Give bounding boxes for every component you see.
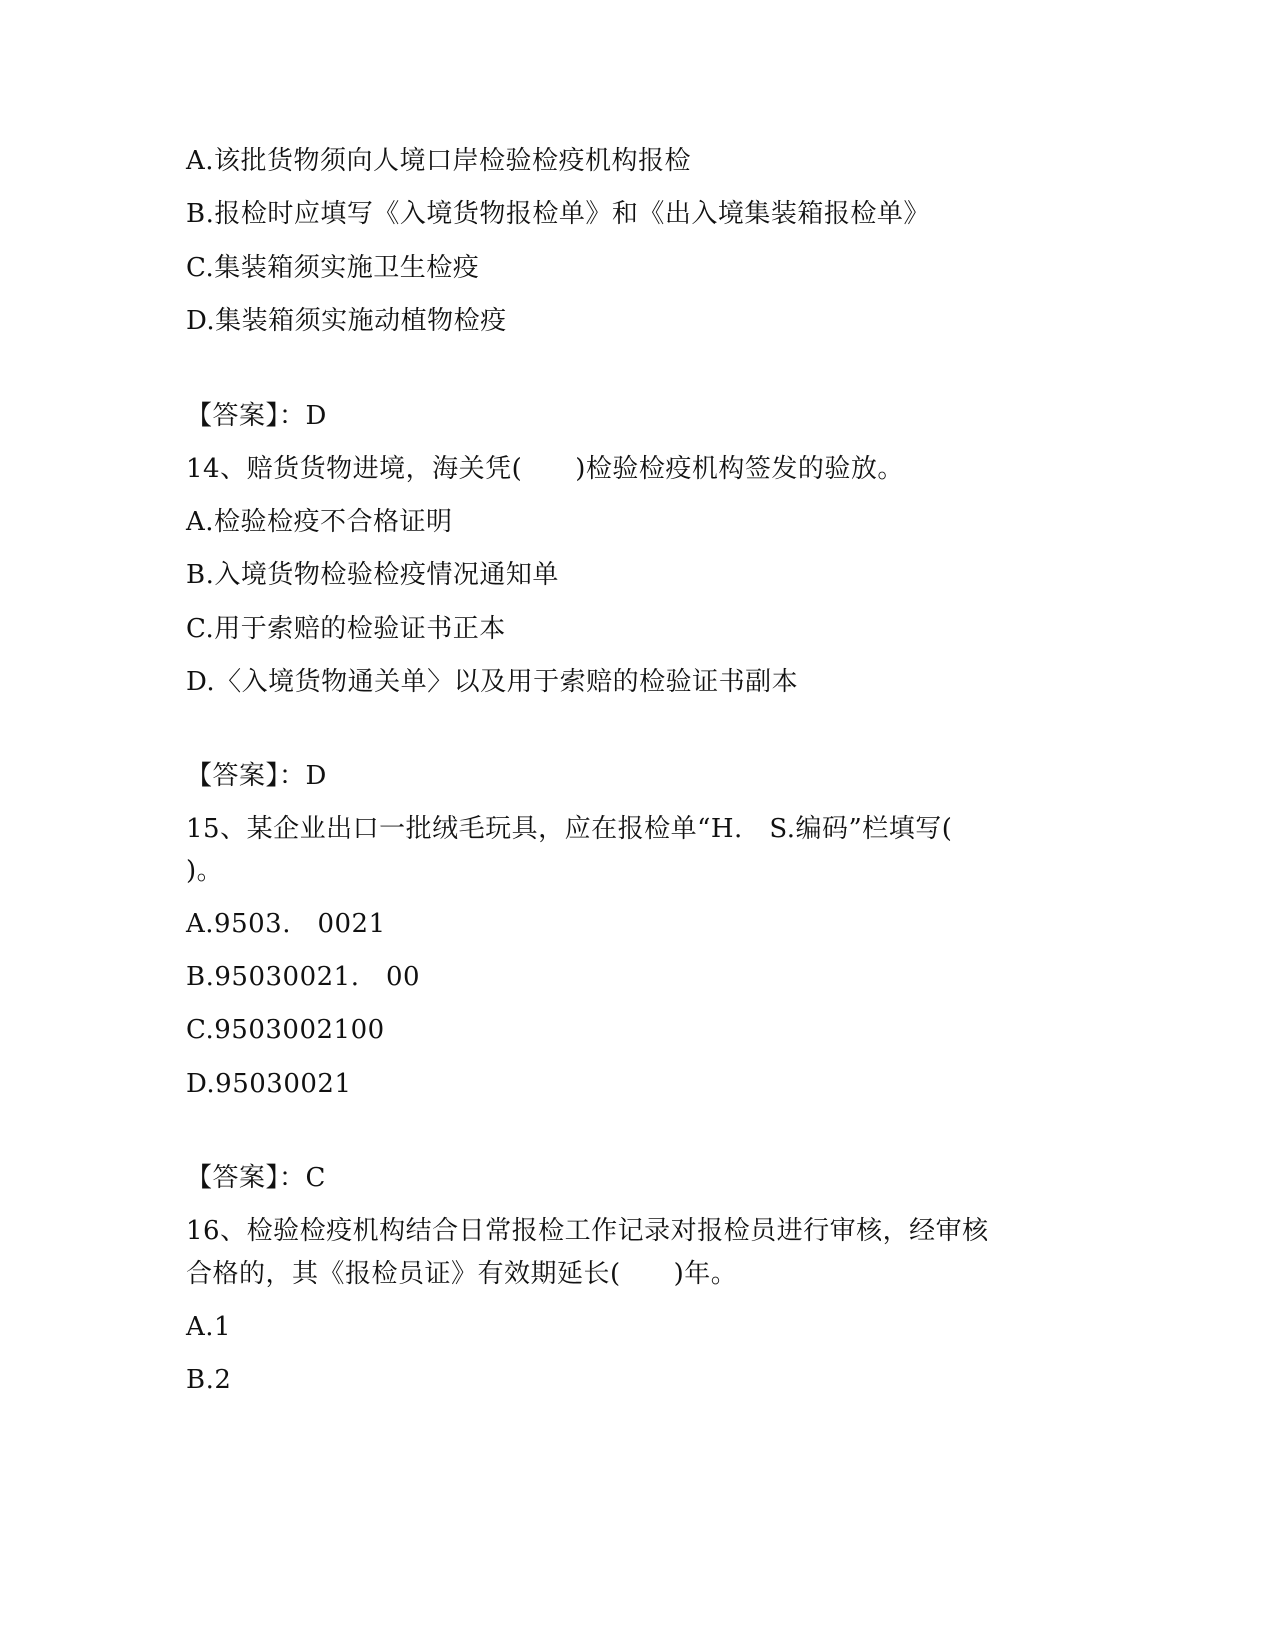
q15-option-d: D.95030021 bbox=[186, 1069, 352, 1099]
q16-stem-line2: 合格的，其《报检员证》有效期延长( )年。 bbox=[186, 1259, 738, 1289]
q15-answer: 【答案】：C bbox=[186, 1163, 326, 1193]
q14-option-b: B.入境货物检验检疫情况通知单 bbox=[186, 560, 559, 590]
q13-answer: 【答案】：D bbox=[186, 401, 327, 431]
q15-option-c: C.9503002100 bbox=[186, 1015, 385, 1045]
q13-option-a: A.该批货物须向人境口岸检验检疫机构报检 bbox=[186, 146, 692, 176]
q15-stem-line2: )。 bbox=[186, 856, 224, 886]
q13-option-d: D.集装箱须实施动植物检疫 bbox=[186, 306, 507, 336]
q14-answer: 【答案】：D bbox=[186, 761, 327, 791]
q15-stem-line1: 15、某企业出口一批绒毛玩具，应在报检单“H. S.编码”栏填写( bbox=[186, 814, 953, 844]
q16-stem-line1: 16、检验检疫机构结合日常报检工作记录对报检员进行审核，经审核 bbox=[186, 1216, 989, 1246]
q13-option-c: C.集装箱须实施卫生检疫 bbox=[186, 253, 480, 283]
q14-stem: 14、赔货货物进境，海关凭( )检验检疫机构签发的验放。 bbox=[186, 454, 904, 484]
q13-option-b: B.报检时应填写《入境货物报检单》和《出入境集装箱报检单》 bbox=[186, 199, 930, 229]
q16-option-b: B.2 bbox=[186, 1365, 232, 1395]
q15-option-a: A.9503. 0021 bbox=[186, 909, 386, 939]
q14-option-d: D.〈入境货物通关单〉以及用于索赔的检验证书副本 bbox=[186, 667, 799, 697]
q15-option-b: B.95030021. 00 bbox=[186, 962, 421, 992]
q16-option-a: A.1 bbox=[186, 1312, 232, 1342]
q14-option-c: C.用于索赔的检验证书正本 bbox=[186, 614, 506, 644]
q14-option-a: A.检验检疫不合格证明 bbox=[186, 507, 453, 537]
